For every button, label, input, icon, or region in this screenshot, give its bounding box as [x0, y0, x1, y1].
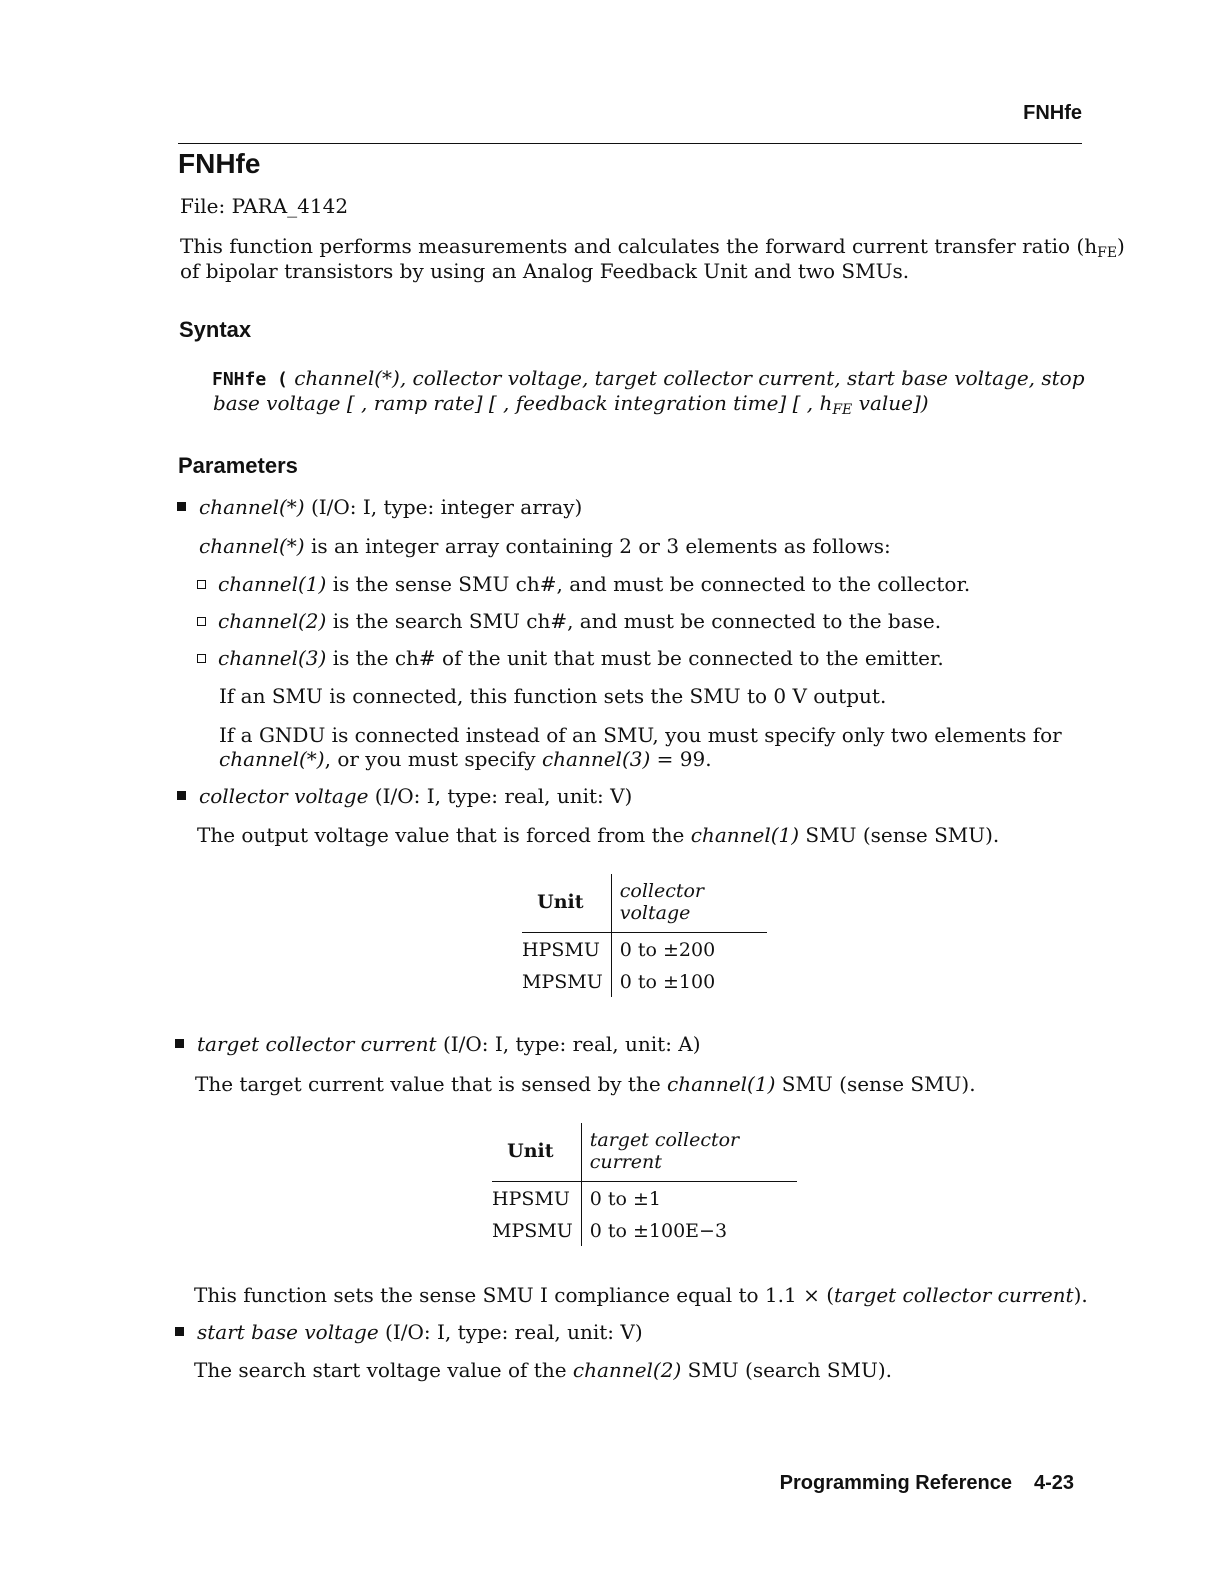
collector-voltage-desc: The output voltage value that is forced from the channel(1) SMU (sense SMU).	[197, 823, 1000, 847]
collector-voltage-table	[522, 874, 767, 997]
start-base-voltage-desc: The search start voltage value of the channel(2) SMU (search SMU).	[194, 1358, 893, 1382]
syntax-line-2: base voltage [ , ramp rate] [ , feedback integration time] [ , $h_{FE}$ value])	[213, 391, 929, 418]
table-row	[522, 933, 767, 966]
param-target-collector-current: target collector current (I/O: I, type: real, unit: A)	[175, 1032, 701, 1056]
table-header-row	[492, 1123, 797, 1182]
footer-section: Programming Reference	[779, 1472, 1012, 1494]
table-row	[492, 1214, 797, 1246]
page-title: FNHfe	[178, 148, 261, 179]
table-cell-unit: MPSMU	[522, 965, 611, 997]
table-cell-range: 0 to ±100	[619, 971, 716, 993]
channel-item-3: channel(3) is the ch# of the unit that must be connected to the emitter.	[197, 646, 944, 670]
table-header-value: collector voltage	[619, 880, 705, 924]
table-row	[492, 1182, 797, 1215]
checkbox-square-icon	[197, 654, 206, 663]
table-cell-unit: HPSMU	[492, 1182, 581, 1215]
checkbox-square-icon	[197, 580, 206, 589]
page-footer	[780, 1472, 1074, 1495]
intro-line-1: This function performs measurements and calculates the forward current transfer ratio $(h_{FE})$	[180, 234, 1125, 261]
bullet-icon	[177, 502, 186, 511]
param-start-base-voltage: start base voltage (I/O: I, type: real, unit: V)	[175, 1320, 643, 1344]
param-collector-voltage: collector voltage (I/O: I, type: real, unit: V)	[177, 784, 632, 808]
table-header-value: target collector current	[589, 1129, 740, 1173]
table-header-row	[522, 874, 767, 933]
header-rule	[178, 143, 1082, 144]
page-number: 4-23	[1033, 1472, 1074, 1494]
channel-item-1: channel(1) is the sense SMU ch#, and must be connected to the collector.	[197, 572, 970, 596]
table-row	[522, 965, 767, 997]
channel-note-2: If a GNDU is connected instead of an SMU, you must specify only two elements for	[219, 723, 1062, 747]
table-cell-range: 0 to ±1	[589, 1188, 661, 1210]
bullet-icon	[177, 791, 186, 800]
compliance-note: This function sets the sense SMU I compliance equal to 1.1 × (target collector current).	[194, 1283, 1088, 1307]
channel-note-3: channel(*), or you must specify channel(3) = 99.	[219, 747, 712, 771]
syntax-heading: Syntax	[179, 317, 252, 342]
channel-note-1: If an SMU is connected, this function sets the SMU to 0 V output.	[219, 684, 887, 708]
table-cell-range: 0 to ±200	[619, 939, 716, 961]
table-cell-unit: MPSMU	[492, 1214, 581, 1246]
channel-item-2: channel(2) is the search SMU ch#, and must be connected to the base.	[197, 609, 941, 633]
table-cell-range: 0 to ±100E−3	[589, 1220, 728, 1242]
checkbox-square-icon	[197, 617, 206, 626]
table-header-unit: Unit	[492, 1123, 581, 1182]
bullet-icon	[175, 1327, 184, 1336]
table-header-unit: Unit	[522, 874, 611, 933]
file-line: File: PARA_4142	[180, 194, 349, 218]
parameters-heading: Parameters	[178, 453, 298, 478]
param-channel-desc: channel(*) is an integer array containing 2 or 3 elements as follows:	[199, 534, 891, 558]
syntax-line-1: FNHfe ( channel(*), collector voltage, target collector current, start base voltage, stop	[212, 366, 1085, 390]
intro-line-2: of bipolar transistors by using an Analog Feedback Unit and two SMUs.	[180, 259, 910, 283]
table-cell-unit: HPSMU	[522, 933, 611, 966]
running-head: FNHfe	[1023, 102, 1082, 124]
target-current-table	[492, 1123, 797, 1246]
bullet-icon	[175, 1039, 184, 1048]
target-current-desc: The target current value that is sensed by the channel(1) SMU (sense SMU).	[195, 1072, 976, 1096]
param-channel: channel(*) (I/O: I, type: integer array)	[177, 495, 582, 519]
